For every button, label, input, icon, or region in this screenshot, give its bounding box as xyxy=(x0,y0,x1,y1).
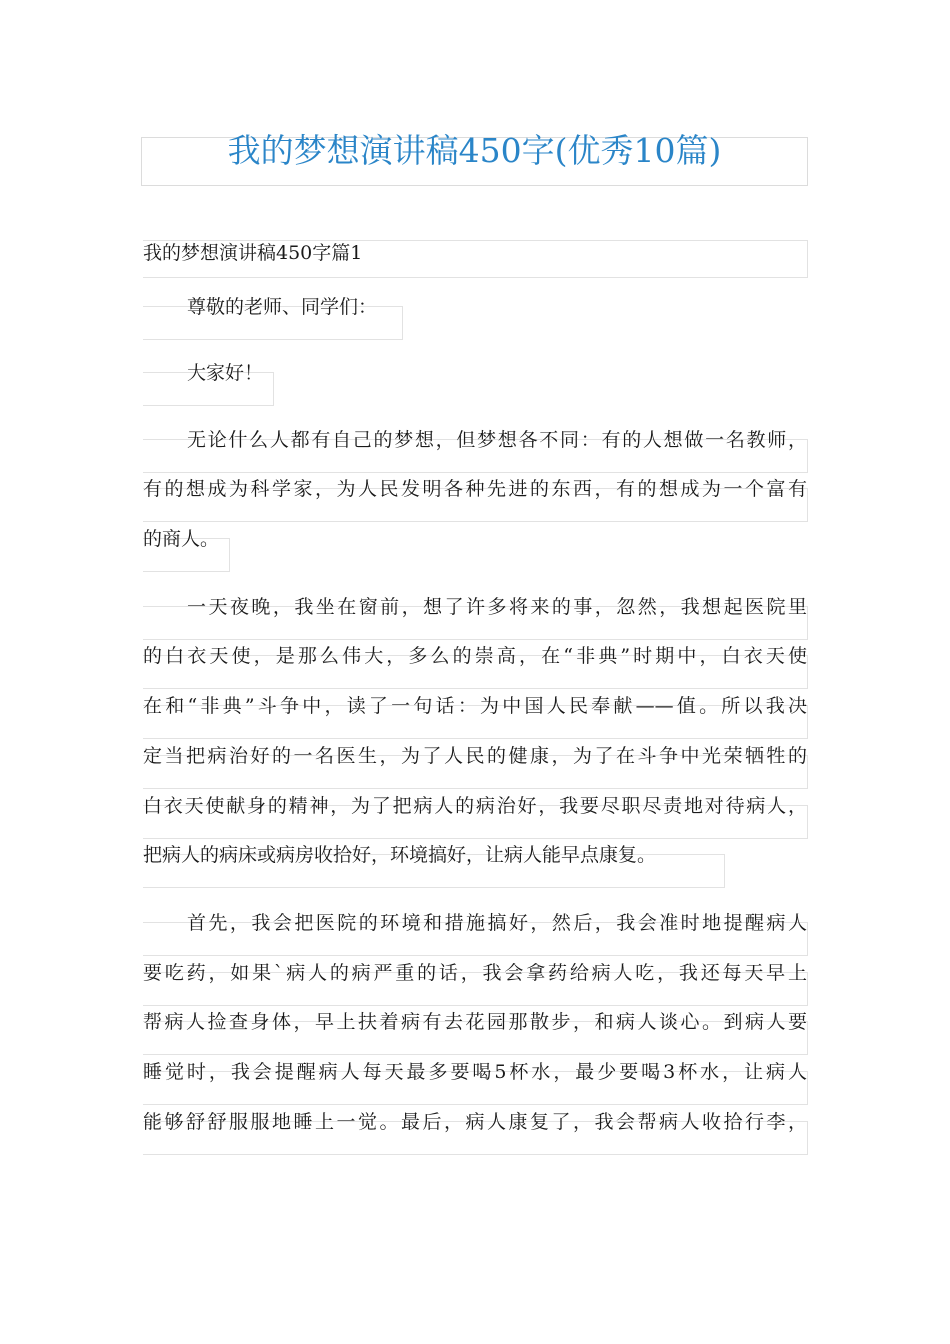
text-line xyxy=(143,429,808,473)
text-line xyxy=(143,528,230,572)
paragraph-line: 首先，我会把医院的环境和措施搞好，然后，我会准时地提醒病人 xyxy=(187,912,807,934)
text-line xyxy=(143,695,808,739)
paragraph-line: 定当把病治好的一名医生，为了人民的健康，为了在斗争中光荣牺牲的 xyxy=(143,745,807,767)
paragraph-line: 有的想成为科学家，为人民发明各种先进的东西，有的想成为一个富有 xyxy=(143,478,807,500)
paragraph-line: 白衣天使献身的精神，为了把病人的病治好，我要尽职尽责地对待病人， xyxy=(143,795,807,817)
text-line xyxy=(143,645,808,689)
text-line xyxy=(143,596,808,640)
paragraph-line: 把病人的病床或病房收拾好，环境搞好，让病人能早点康复。 xyxy=(143,844,657,866)
paragraph-line: 的白衣天使，是那么伟大，多么的崇高，在“非典”时期中，白衣天使 xyxy=(143,645,807,667)
text-line xyxy=(143,962,808,1006)
text-line xyxy=(143,1011,808,1055)
section-heading-text: 我的梦想演讲稿450字篇1 xyxy=(143,242,363,264)
text-line xyxy=(143,795,808,839)
section-heading xyxy=(143,240,808,278)
salutation-text: 尊敬的老师、同学们： xyxy=(187,296,378,318)
paragraph-line: 能够舒舒服服地睡上一觉。最后，病人康复了，我会帮病人收拾行李， xyxy=(143,1111,807,1133)
paragraph-line: 的商人。 xyxy=(143,528,220,550)
paragraph-line: 睡觉时，我会提醒病人每天最多要喝5杯水，最少要喝3杯水，让病人 xyxy=(143,1061,807,1083)
paragraph-line: 一天夜晚，我坐在窗前，想了许多将来的事，忽然，我想起医院里 xyxy=(187,596,807,618)
text-line xyxy=(143,745,808,789)
text-line xyxy=(143,1061,808,1105)
greeting-text: 大家好！ xyxy=(187,362,264,384)
text-line xyxy=(143,296,403,340)
page-title xyxy=(141,131,808,186)
text-line xyxy=(143,844,725,888)
paragraph-line: 帮病人捡查身体，早上扶着病有去花园那散步，和病人谈心。到病人要 xyxy=(143,1011,807,1033)
paragraph-line: 无论什么人都有自己的梦想，但梦想各不同：有的人想做一名教师， xyxy=(187,429,807,451)
text-line xyxy=(143,478,808,522)
text-line xyxy=(143,362,274,406)
paragraph-line: 要吃药，如果`病人的病严重的话，我会拿药给病人吃，我还每天早上 xyxy=(143,962,807,984)
paragraph-line: 在和“非典”斗争中，读了一句话：为中国人民奉献——值。所以我决 xyxy=(143,695,807,717)
text-line xyxy=(143,912,808,956)
text-line xyxy=(143,1111,808,1155)
page-title-text: 我的梦想演讲稿450字(优秀10篇) xyxy=(227,131,722,170)
